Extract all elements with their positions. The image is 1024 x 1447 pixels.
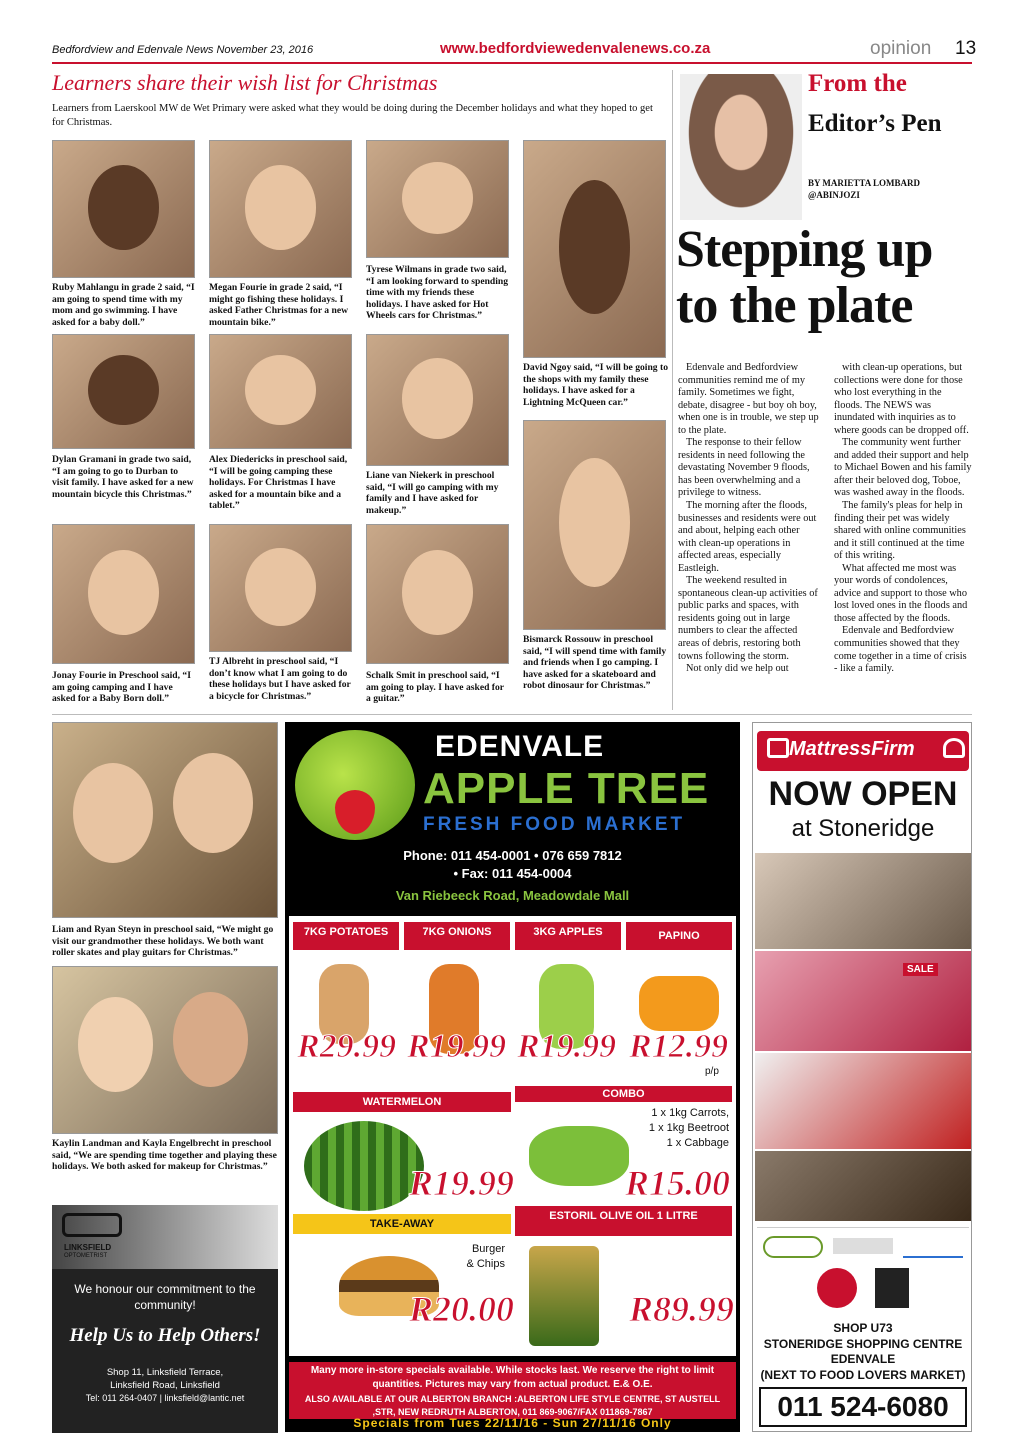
apples-price: R19.99: [517, 1028, 617, 1065]
photo-alex: [209, 334, 352, 449]
photo-tyrese: [366, 140, 509, 258]
caption: Jonay Fourie in Preschool said, “I am going camping and I have asked for a Baby Born doll.”: [52, 670, 191, 704]
caption: Dylan Gramani in grade two said, “I am going to go to Durban to visit family. I have asked for a new mountain bicycle this Christmas.”: [52, 454, 194, 500]
next-to: (NEXT TO FOOD LOVERS MARKET): [760, 1367, 966, 1382]
mattress-address: [753, 1321, 973, 1383]
fresh-food-tagline: FRESH FOOD MARKET: [423, 814, 686, 835]
photo-liane: [366, 334, 509, 466]
caption: Liam and Ryan Steyn in preschool said, “We might go visit our grandmother these holidays. We both want roller skates and play guitars for Christmas.”: [52, 924, 274, 958]
showroom-photo-1: [755, 853, 971, 949]
photo-tj: [209, 524, 352, 652]
seal-logo: [817, 1268, 857, 1308]
linksfield-brand: LINKSFIELD: [64, 1243, 112, 1252]
caption: TJ Albreht in preschool said, “I don’t know what I am going to do these holidays but I have asked for a bicycle for Christmas.”: [209, 656, 351, 702]
paragraph: The family's pleas for help in finding their pet was widely shared with online communities and it still continued at the time of this writing.: [834, 500, 966, 562]
combo-veg-image: [529, 1126, 629, 1186]
onions-label: 7KG ONIONS: [404, 922, 510, 950]
papino-price: R12.99: [629, 1028, 729, 1065]
apple-address: Van Riebeeck Road, Meadowdale Mall: [395, 888, 630, 903]
paragraph: What affected me most was your words of condolences, advice and support to those who lost loved ones in the floods and those affected by the floods.: [834, 562, 968, 624]
apple-phone: Phone: 011 454-0001 • 076 659 7812: [403, 848, 622, 863]
takeaway-label: TAKE-AWAY: [293, 1214, 511, 1234]
paragraph: Edenvale and Bedfordview communities remind me of my family. Sometimes we fight, debate, disagree - but boy oh boy, when one is in trouble, we step up to the plate.: [678, 362, 819, 436]
combo-line: 1 x 1kg Carrots,: [651, 1107, 729, 1119]
photo-bismarck: [523, 420, 666, 630]
linksfield-address-2: Linksfield Road, Linksfield: [110, 1380, 220, 1391]
showroom-photo-2: [755, 951, 971, 1051]
wishlist-intro: Learners from Laerskool MW de Wet Primary were asked what they would be doing during the December holidays and what they hoped to get for Christmas.: [52, 103, 653, 128]
paragraph: The morning after the floods, businesses and residents were out and about, helping each other with clean-up operations in affected areas, especially Eastleigh.: [678, 500, 817, 574]
apples-label: 3KG APPLES: [515, 922, 621, 950]
watermelon-price: R19.99: [409, 1163, 515, 1203]
editor-photo: [680, 74, 802, 220]
linksfield-slogan: Help Us to Help Others!: [69, 1325, 261, 1346]
apple-footer-note: Many more in-store specials available. While stocks last. We reserve the right to limit quantities. Pictures may vary from actual product. E.& O.E.: [289, 1362, 736, 1393]
potatoes-label: 7KG POTATOES: [293, 922, 399, 950]
showroom-photo-4: [755, 1151, 971, 1221]
watermelon-label: WATERMELON: [293, 1092, 511, 1112]
caption: Ruby Mahlangu in grade 2 said, “I am going to spend time with my mom and go swimming. I have asked for a baby doll.”: [52, 282, 195, 328]
olive-oil-tin: [529, 1246, 599, 1346]
optimum-logo: [763, 1236, 823, 1258]
linksfield-ad[interactable]: [52, 1205, 278, 1433]
linksfield-contact: Tel: 011 264-0407 | linksfield@lantic.net: [85, 1393, 245, 1403]
caption: Tyrese Wilmans in grade two said, “I am looking forward to spending time with my friends these holidays. I have asked for Hot Wheels cars for Christmas.”: [366, 264, 509, 321]
paragraph: The community went further and added their support and help to Michael Bowen and his family after their beloved dog, Toboe, was washed away in the floods.: [834, 437, 972, 499]
photo-liam-ryan: [52, 722, 278, 918]
oil-price: R89.99: [629, 1289, 735, 1329]
section-divider: [52, 714, 972, 715]
from-the-label: From the: [808, 70, 907, 97]
edenvale-label: EDENVALE: [435, 730, 605, 763]
lazy-lizzard-logo: [875, 1268, 909, 1308]
papino-fruit: [639, 976, 719, 1031]
town-name: EDENVALE: [830, 1352, 896, 1367]
editorial-column-2: [834, 362, 972, 676]
product-grid: [289, 916, 736, 1356]
caption: Alex Diedericks in preschool said, “I will be going camping these holidays. For Christmas I have asked for a mountain bike and a tablet.”: [209, 454, 348, 511]
mattress-phone[interactable]: 011 524-6080: [759, 1387, 967, 1427]
onions-price: R19.99: [407, 1028, 507, 1065]
bed-icon: [767, 738, 789, 758]
page-number: 13: [955, 38, 977, 59]
byline: [808, 178, 920, 201]
wishlist-title: Learners share their wish list for Christmas: [52, 70, 438, 95]
centre-name: STONERIDGE SHOPPING CENTRE: [763, 1336, 963, 1351]
caption: Kaylin Landman and Kayla Engelbrecht in preschool said, “We are spending time together and playing these holidays. We both asked for makeup for Christmas.”: [52, 1138, 277, 1172]
photo-dylan: [52, 334, 195, 449]
potatoes-price: R29.99: [297, 1028, 397, 1065]
paragraph: with clean-up operations, but collections were done for those who lost everything in the floods. The NEWS was inundated with inquiries as to where goods can be dropped off.: [834, 362, 969, 436]
paper-date: Bedfordview and Edenvale News November 23, 2016: [52, 44, 314, 56]
oil-label: ESTORIL OLIVE OIL 1 LITRE: [515, 1206, 732, 1236]
header-rule: [52, 62, 972, 64]
partner-logo: [833, 1238, 893, 1254]
paragraph: The response to their fellow residents in need following the devastating November 9 floods, has been overwhelming and a privilege to witness.: [678, 437, 810, 499]
photo-schalk: [366, 524, 509, 664]
mattress-firm-ad[interactable]: [752, 722, 972, 1432]
apple-branch-note: ALSO AVAILABLE AT OUR ALBERTON BRANCH :ALBERTON LIFE STYLE CENTRE, ST AUSTELL ,STR, NEW REDRUTH ALBERTON, 011 869-9067/FAX 011869-7867: [289, 1392, 736, 1419]
now-open: NOW OPEN: [768, 775, 958, 813]
papino-label: PAPINO: [626, 922, 732, 950]
apple-fax: • Fax: 011 454-0004: [453, 866, 572, 881]
byline-name: BY MARIETTA LOMBARD: [808, 178, 921, 188]
cloud-nine-logo: [903, 1236, 963, 1258]
caption: Schalk Smit in preschool said, “I am going to play. I have asked for a guitar.”: [366, 670, 504, 704]
sale-tag: SALE: [903, 963, 938, 976]
photo-david: [523, 140, 666, 358]
editors-pen-label: Editor’s Pen: [808, 110, 942, 137]
linksfield-address-1: Shop 11, Linksfield Terrace,: [106, 1367, 224, 1378]
showroom-photo-3: [755, 1053, 971, 1149]
combo-label: COMBO: [515, 1086, 732, 1102]
editorial-headline: Stepping up to the plate: [676, 221, 933, 335]
takeaway-details: [449, 1242, 505, 1273]
paragraph: The weekend resulted in spontaneous clean-up activities of public parks and spaces, with residents going out in large numbers to clear the affected areas of debris, restoring both towns following the storm.: [678, 575, 818, 662]
takeaway-line: Burger: [471, 1243, 505, 1255]
partner-logos: [757, 1227, 969, 1317]
apple-tree-ad[interactable]: [285, 722, 740, 1432]
combo-line: 1 x Cabbage: [666, 1136, 729, 1149]
byline-handle: @ABINJOZI: [808, 189, 860, 200]
caption: Bismarck Rossouw in preschool said, “I will spend time with family and friends when I go camping. I have asked for a skateboard and robot dinosaur for Christmas.”: [523, 634, 667, 691]
papino-unit: p/p: [705, 1066, 719, 1077]
takeaway-price: R20.00: [409, 1289, 515, 1329]
glasses-icon: [62, 1213, 122, 1237]
linksfield-honour: We honour our commitment to the community!: [74, 1282, 256, 1313]
caption: Liane van Niekerk in preschool said, “I will go camping with my family and I have asked for makeup.”: [366, 470, 499, 516]
website-url[interactable]: www.bedfordviewedenvalenews.co.za: [440, 40, 711, 57]
combo-line: 1 x 1kg Beetroot: [648, 1121, 729, 1134]
photo-ruby: [52, 140, 195, 278]
apple-tree-name: APPLE TREE: [423, 764, 710, 813]
takeaway-line: & Chips: [466, 1258, 505, 1271]
photo-kaylin-kayla: [52, 966, 278, 1134]
photo-megan: [209, 140, 352, 278]
mattress-brand: MattressFirm: [789, 738, 915, 760]
paragraph: Not only did we help out: [686, 663, 789, 675]
combo-price: R15.00: [625, 1163, 731, 1203]
section-label: opinion: [870, 38, 932, 59]
caption: David Ngoy said, “I will be going to the shops with my family these holidays. I have asked for a Lightning McQueen car.”: [523, 362, 668, 408]
linksfield-sub: OPTOMETRIST: [64, 1253, 108, 1259]
paragraph: Edenvale and Bedfordview communities showed that they come together in a time of crisis - like a family.: [834, 625, 967, 675]
editorial-column-1: [678, 362, 820, 676]
watermelon-image: [304, 1121, 424, 1211]
shop-number: SHOP U73: [833, 1321, 893, 1335]
photo-jonay: [52, 524, 195, 664]
at-stoneridge: at Stoneridge: [791, 815, 935, 842]
chair-icon: [943, 738, 965, 758]
caption: Megan Fourie in grade 2 said, “I might go fishing these holidays. I asked Father Christmas for a new mountain bike.”: [209, 282, 349, 328]
column-divider: [672, 70, 673, 710]
apple-specials-dates: Specials from Tues 22/11/16 - Sun 27/11/16 Only: [353, 1416, 672, 1430]
